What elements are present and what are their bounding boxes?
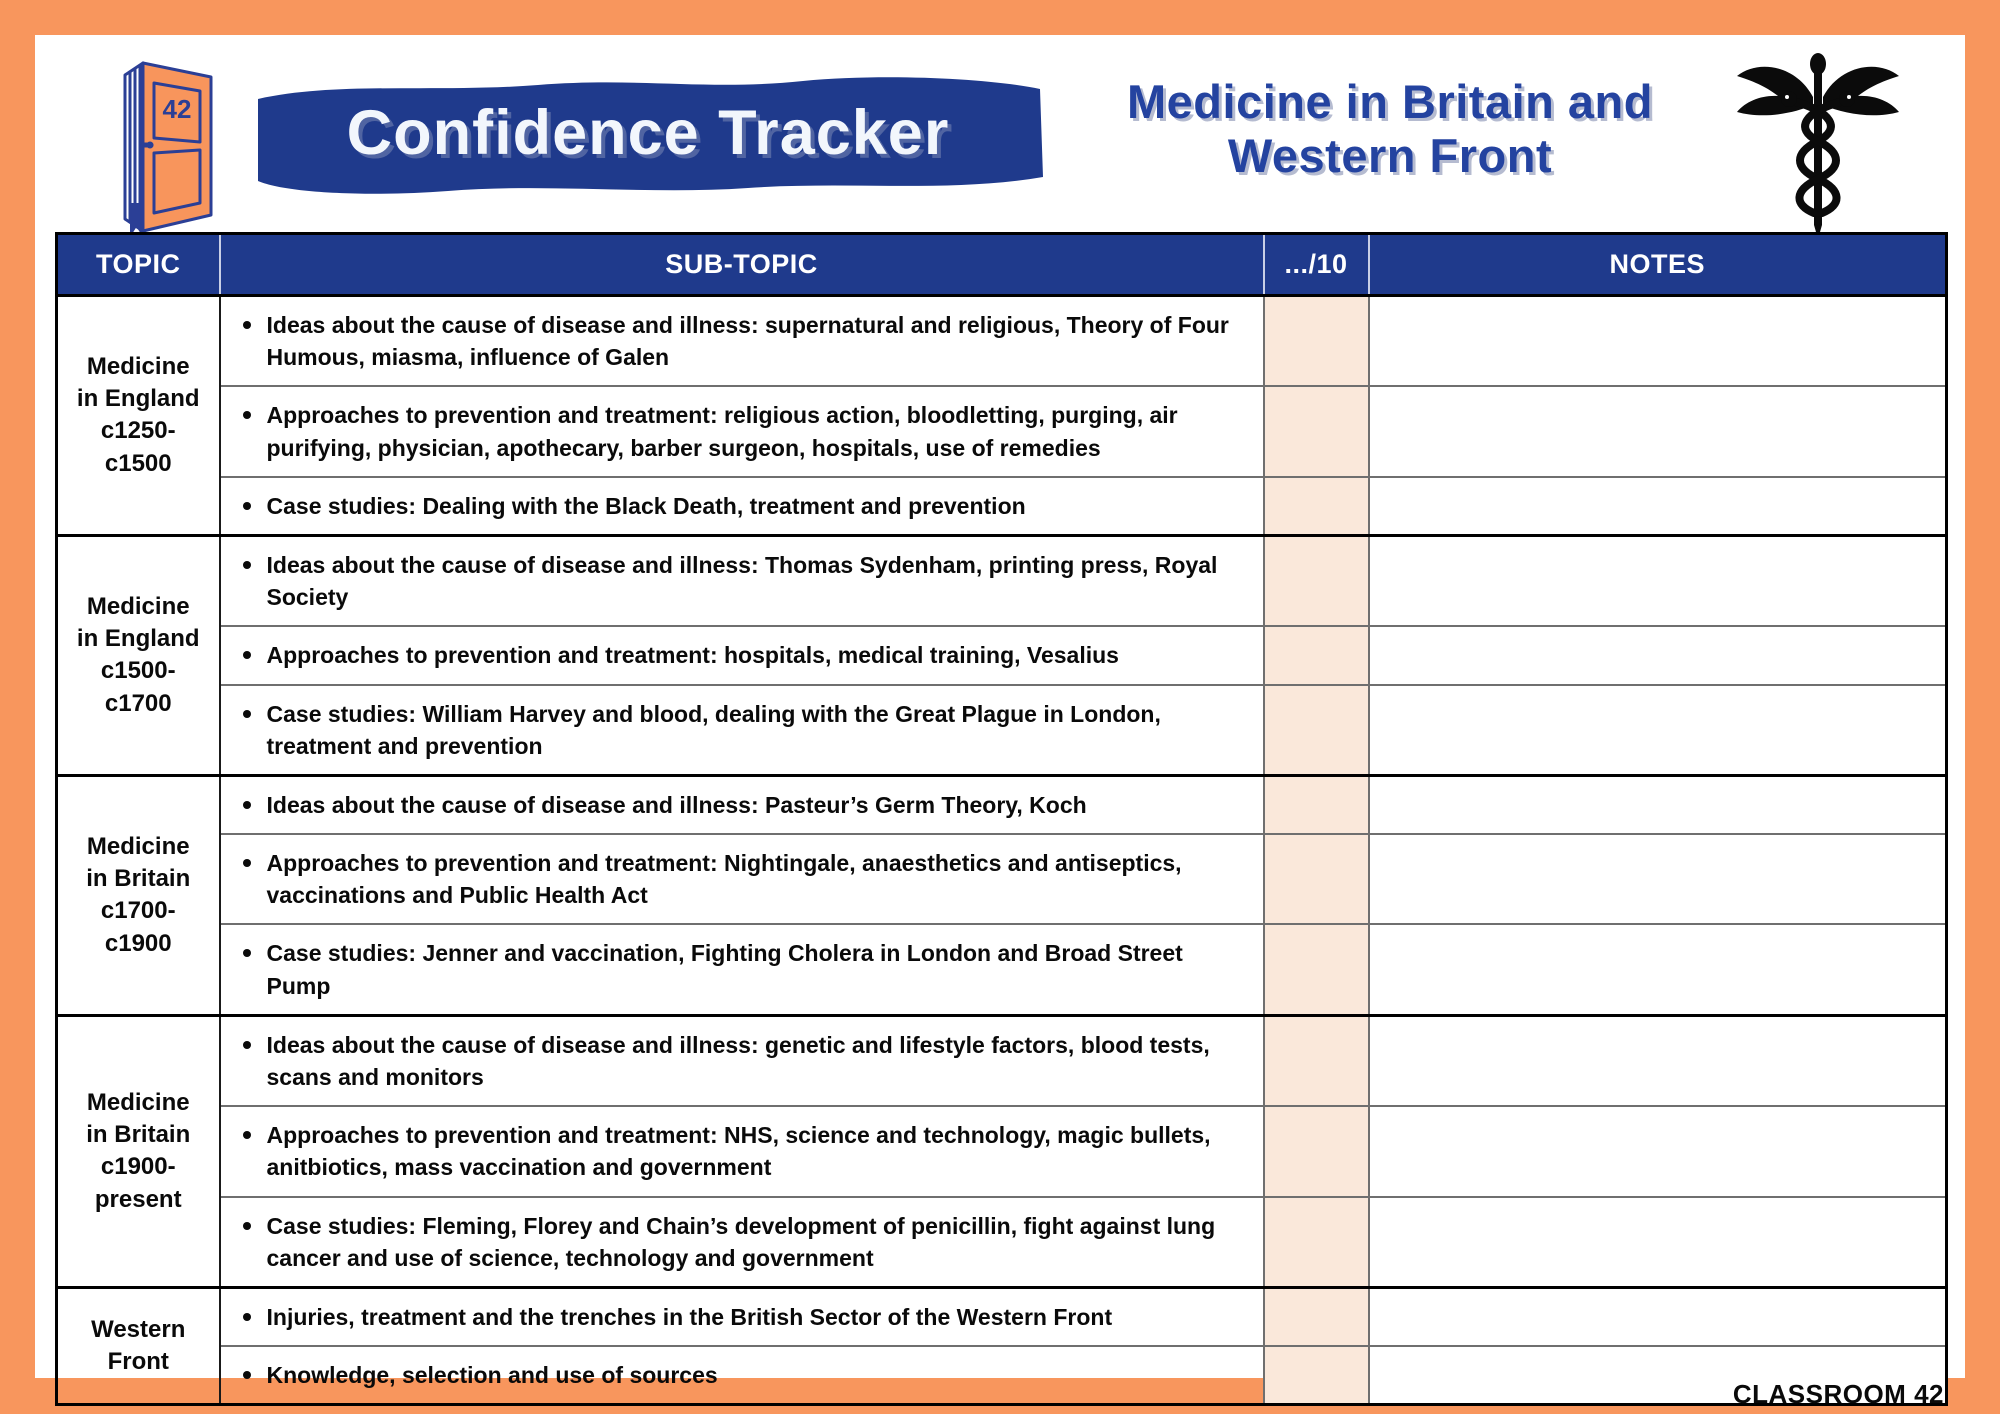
column-header-subtopic: SUB-TOPIC (220, 234, 1264, 296)
score-cell (1264, 685, 1369, 776)
bullet-icon (243, 949, 251, 957)
table-row (57, 386, 1947, 476)
brand-footer: CLASSROOM 42 (1732, 1379, 1944, 1409)
table-row (57, 1015, 1947, 1106)
bullet-icon (243, 651, 251, 659)
table-row (57, 296, 1947, 387)
banner-title: Confidence Tracker (346, 98, 950, 168)
subtopic-text: Case studies: Fleming, Florey and Chain’s development of penicillin, fight against lung cancer and use of science, technology and government (266, 1212, 1216, 1271)
score-cell (1264, 1197, 1369, 1288)
bullet-icon (243, 859, 251, 867)
table-row (57, 834, 1947, 924)
bullet-icon (243, 710, 251, 718)
bullet-icon (243, 561, 251, 569)
caduceus-icon (1732, 49, 1904, 239)
table-row (57, 477, 1947, 536)
notes-cell (1369, 477, 1947, 536)
score-cell (1264, 775, 1369, 834)
subtopic-text: Ideas about the cause of disease and illness: Pasteur’s Germ Theory, Koch (266, 791, 1087, 818)
score-cell (1264, 834, 1369, 924)
score-cell (1264, 386, 1369, 476)
table-row (57, 1197, 1947, 1288)
table-row (57, 1346, 1947, 1405)
topic-cell: Medicine in England c1250-c1500 (57, 296, 220, 536)
score-cell (1264, 296, 1369, 387)
score-cell (1264, 626, 1369, 684)
column-header-topic: TOPIC (57, 234, 220, 296)
subtopic-text: Knowledge, selection and use of sources (266, 1362, 718, 1389)
notes-cell (1369, 535, 1947, 626)
svg-text:42: 42 (162, 94, 192, 124)
subject-title-line1: Medicine in Britain and (1127, 75, 1653, 128)
topic-cell: Western Front (57, 1287, 220, 1404)
bullet-icon (243, 1222, 251, 1230)
door-book-icon (73, 43, 243, 238)
subtopic-text: Case studies: Jenner and vaccination, Fighting Cholera in London and Broad Street Pump (266, 940, 1183, 999)
subject-title (1065, 75, 1715, 183)
notes-cell (1369, 1106, 1947, 1196)
notes-cell (1369, 924, 1947, 1015)
table-row (57, 535, 1947, 626)
subtopic-text: Injuries, treatment and the trenches in the British Sector of the Western Front (266, 1303, 1113, 1330)
subtopic-text: Ideas about the cause of disease and illness: genetic and lifestyle factors, blood tests, scans and monitors (266, 1031, 1210, 1090)
notes-cell (1369, 775, 1947, 834)
subtopic-text: Case studies: William Harvey and blood, dealing with the Great Plague in London, treatment and prevention (266, 700, 1161, 759)
title-banner (248, 67, 1048, 205)
bullet-icon (243, 801, 251, 809)
bullet-icon (243, 1371, 251, 1379)
worksheet-page (35, 35, 1965, 1389)
table-row (57, 1106, 1947, 1196)
table-row (57, 626, 1947, 684)
bullet-icon (243, 1131, 251, 1139)
bullet-icon (243, 321, 251, 329)
notes-cell (1369, 1015, 1947, 1106)
score-cell (1264, 1106, 1369, 1196)
score-cell (1264, 924, 1369, 1015)
score-cell (1264, 1287, 1369, 1346)
subtopic-text: Ideas about the cause of disease and illness: Thomas Sydenham, printing press, Royal Society (266, 551, 1218, 611)
notes-cell (1369, 296, 1947, 387)
subtopic-text: Approaches to prevention and treatment: religious action, bloodletting, purging, air purifying, physician, apothecary, barber surgeon, hospitals, use of remedies (266, 402, 1178, 461)
bullet-icon (243, 502, 251, 510)
topic-cell: Medicine in England c1500-c1700 (57, 535, 220, 775)
table-row (57, 924, 1947, 1015)
notes-cell (1369, 386, 1947, 476)
subtopic-text: Ideas about the cause of disease and illness: supernatural and religious, Theory of Four Humous, miasma, influence of Galen (266, 312, 1229, 371)
notes-cell (1369, 834, 1947, 924)
subtopic-text: Case studies: Dealing with the Black Death, treatment and prevention (266, 492, 1026, 519)
score-cell (1264, 1346, 1369, 1405)
notes-cell (1369, 1197, 1947, 1288)
subtopic-text: Approaches to prevention and treatment: NHS, science and technology, magic bullets, anitbiotics, mass vaccination and government (266, 1122, 1211, 1181)
subtopic-text: Approaches to prevention and treatment: hospitals, medical training, Vesalius (266, 642, 1119, 669)
table-row (57, 775, 1947, 834)
subtopic-text: Approaches to prevention and treatment: Nightingale, anaesthetics and antiseptics, vaccinations and Public Health Act (266, 850, 1182, 909)
subject-title-line2: Western Front (1227, 129, 1553, 183)
bullet-icon (243, 1041, 251, 1049)
table-header-row (57, 234, 1947, 296)
score-cell (1264, 477, 1369, 536)
score-cell (1264, 535, 1369, 626)
notes-cell (1369, 1287, 1947, 1346)
table-row (57, 1287, 1947, 1346)
topic-cell: Medicine in Britain c1700-c1900 (57, 775, 220, 1015)
notes-cell (1369, 685, 1947, 776)
table-row (57, 685, 1947, 776)
bullet-icon (243, 1313, 251, 1321)
column-header-score: .../10 (1264, 234, 1369, 296)
notes-cell (1369, 626, 1947, 684)
confidence-table (55, 232, 1948, 1406)
topic-cell: Medicine in Britain c1900-present (57, 1015, 220, 1287)
bullet-icon (243, 411, 251, 419)
score-cell (1264, 1015, 1369, 1106)
column-header-notes: NOTES (1369, 234, 1947, 296)
